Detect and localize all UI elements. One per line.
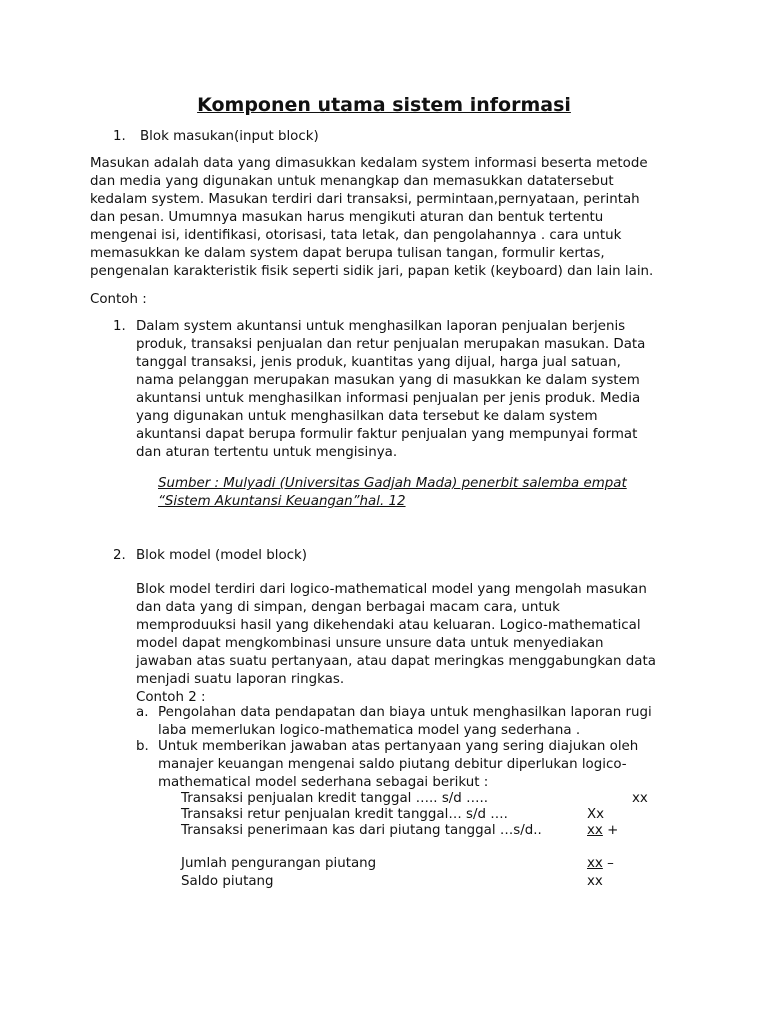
- item-a-marker: a.: [136, 705, 149, 720]
- example-paragraph: [136, 318, 645, 462]
- ledger-row-label: Transaksi retur penjualan kredit tanggal… s/d ….: [181, 807, 508, 822]
- item-line: Untuk memberikan jawaban atas pertanyaan yang sering diajukan oleh: [158, 739, 639, 754]
- example-line: nama pelanggan merupakan masukan yang di masukkan ke dalam system: [136, 373, 640, 388]
- section-2-paragraph: [136, 581, 656, 707]
- ledger-row-value: xx: [632, 791, 648, 806]
- ledger-row-value: xx –: [587, 856, 614, 871]
- paragraph-line: Blok model terdiri dari logico-mathematical model yang mengolah masukan: [136, 582, 647, 597]
- example-line: tanggal transaksi, jenis produk, kuantitas yang dijual, harga jual satuan,: [136, 355, 621, 370]
- section-1-heading: Blok masukan(input block): [140, 129, 319, 144]
- paragraph-line: model dapat mengkombinasi unsure unsure data untuk menyediakan: [136, 636, 604, 651]
- item-line: mathematical model sederhana sebagai berikut :: [158, 775, 489, 790]
- paragraph-line: dan pesan. Umumnya masukan harus mengikuti aturan dan bentuk tertentu: [90, 210, 604, 225]
- source-line: Sumber : Mulyadi (Universitas Gadjah Mada) penerbit salemba empat: [158, 476, 627, 491]
- ledger-row-label: Transaksi penjualan kredit tanggal ….. s/d …..: [181, 791, 488, 806]
- paragraph-line: memasukkan ke dalam system dapat berupa tulisan tangan, formulir kertas,: [90, 246, 605, 261]
- example-line: yang digunakan untuk menghasilkan data tersebut ke dalam system: [136, 409, 598, 424]
- paragraph-line: kedalam system. Masukan terdiri dari transaksi, permintaan,pernyataan, perintah: [90, 192, 640, 207]
- example-number: 1.: [113, 319, 126, 334]
- section-1-number: 1.: [113, 129, 126, 144]
- paragraph-line: pengenalan karakteristik fisik seperti sidik jari, papan ketik (keyboard) dan lain lain.: [90, 264, 654, 279]
- section-2-heading: Blok model (model block): [136, 548, 307, 563]
- example-line: akuntansi dapat berupa formulir faktur penjualan yang mempunyai format: [136, 427, 638, 442]
- ledger-row-value: Xx: [587, 807, 605, 822]
- ledger-row-value: xx +: [587, 823, 619, 838]
- item-b-marker: b.: [136, 739, 149, 754]
- paragraph-line: mengenai isi, identifikasi, otorisasi, tata letak, dan pengolahannya . cara untuk: [90, 228, 622, 243]
- source-citation: [158, 475, 627, 511]
- example-line: akuntansi untuk menghasilkan informasi penjualan per jenis produk. Media: [136, 391, 641, 406]
- item-b-text: [158, 738, 638, 792]
- example-line: dan aturan tertentu untuk mengisinya.: [136, 445, 398, 460]
- paragraph-line: dan data yang di simpan, dengan berbagai macam cara, untuk: [136, 600, 560, 615]
- contoh-2-label: Contoh 2 :: [136, 690, 206, 705]
- paragraph-line: Masukan adalah data yang dimasukkan kedalam system informasi beserta metode: [90, 156, 648, 171]
- section-1-paragraph: [90, 155, 653, 281]
- example-line: Dalam system akuntansi untuk menghasilkan laporan penjualan berjenis: [136, 319, 626, 334]
- source-line: “Sistem Akuntansi Keuangan”hal. 12: [158, 494, 406, 509]
- item-line: laba memerlukan logico-mathematica model yang sederhana .: [158, 723, 581, 738]
- paragraph-line: menjadi suatu laporan ringkas.: [136, 672, 345, 687]
- ledger-row-label: Jumlah pengurangan piutang: [181, 856, 377, 871]
- item-line: Pengolahan data pendapatan dan biaya untuk menghasilkan laporan rugi: [158, 705, 652, 720]
- ledger-row-label: Transaksi penerimaan kas dari piutang tanggal …s/d..: [181, 823, 542, 838]
- ledger-row-label: Saldo piutang: [181, 874, 274, 889]
- item-line: manajer keuangan mengenai saldo piutang debitur diperlukan logico-: [158, 757, 627, 772]
- paragraph-line: memproduuksi hasil yang dikehendaki atau keluaran. Logico-mathematical: [136, 618, 641, 633]
- contoh-label: Contoh :: [90, 292, 147, 307]
- ledger-row-value: xx: [587, 874, 603, 889]
- item-a-text: [158, 704, 652, 740]
- paragraph-line: dan media yang digunakan untuk menangkap dan memasukkan datatersebut: [90, 174, 614, 189]
- paragraph-line: jawaban atas suatu pertanyaan, atau dapat meringkas menggabungkan data: [136, 654, 656, 669]
- section-2-number: 2.: [113, 548, 126, 563]
- page-title: Komponen utama sistem informasi: [197, 94, 571, 116]
- example-line: produk, transaksi penjualan dan retur penjualan merupakan masukan. Data: [136, 337, 646, 352]
